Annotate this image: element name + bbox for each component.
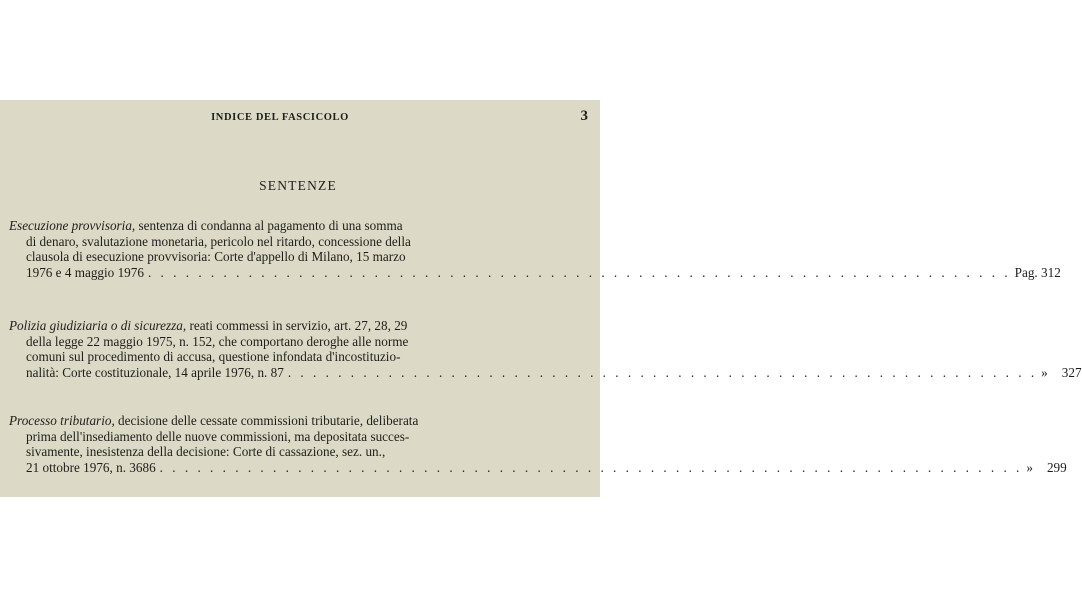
entry-text: prima dell'insediamento delle nuove commissioni, ma depositata succes- [26,428,410,444]
entry-text: sivamente, inesistenza della decisione: Corte di cassazione, sez. un., [26,444,386,460]
entry-text: di denaro, svalutazione monetaria, pericolo nel ritardo, concessione della [26,233,411,249]
page-value: 312 [1041,264,1061,280]
entry-first-line [9,218,589,234]
index-entry [9,318,1082,380]
entry-text: nalità: Corte costituzionale, 14 aprile 1976, n. 87 [26,364,284,380]
entry-last-line [9,364,1082,381]
entry-text: 1976 e 4 maggio 1976 [26,264,144,280]
page-prefix: » [1041,364,1048,380]
dot-leader: . . . . . . . . . . . . . . . . . . . . . . . . . . . . . . . . . . . . . . . . . . . . . . . . . . . . . . . . . . . . . . . . . . . . . [147,264,1011,280]
document-page [0,100,1082,497]
entry-first-line [9,413,589,429]
dot-leader: . . . . . . . . . . . . . . . . . . . . . . . . . . . . . . . . . . . . . . . . . . . . . . . . . . . . . . . . . . . . [287,364,1038,380]
entry-heading: Processo tributario, [9,413,115,428]
entry-text: sentenza di condanna al pagamento di una somma [135,218,403,233]
page-prefix: » [1026,459,1033,475]
page-value: 327 [1061,364,1082,380]
entry-text: comuni sul procedimento di accusa, questione infondata d'incostituzio- [26,349,401,365]
page-reference [1041,365,1081,381]
running-head: INDICE DEL FASCICOLO [211,112,349,123]
dot-leader: . . . . . . . . . . . . . . . . . . . . . . . . . . . . . . . . . . . . . . . . . . . . . . . . . . . . . . . . . . . . . . . . . . . . . [159,459,1023,475]
page-number: 3 [580,108,588,124]
entry-text: clausola di esecuzione provvisoria: Corte d'appello di Milano, 15 marzo [26,249,406,265]
entry-heading: Esecuzione provvisoria, [9,218,136,233]
index-entry [9,413,1067,475]
page-value: 299 [1046,459,1067,475]
entry-text: decisione delle cessate commissioni tributarie, deliberata [114,413,419,428]
entry-text: della legge 22 maggio 1975, n. 152, che comportano deroghe alle norme [26,333,409,349]
section-title: SENTENZE [259,178,337,193]
entry-first-line [9,318,589,334]
entry-last-line [9,459,1067,476]
page-prefix: Pag. [1014,264,1038,280]
entry-text: reati commessi in servizio, art. 27, 28, 29 [186,318,408,333]
entry-text: 21 ottobre 1976, n. 3686 [26,459,156,475]
entry-heading: Polizia giudiziaria o di sicurezza, [9,318,187,333]
index-entry [9,218,1061,280]
page-reference [1026,460,1066,476]
page-reference [1015,265,1061,281]
entry-last-line [9,264,1061,281]
